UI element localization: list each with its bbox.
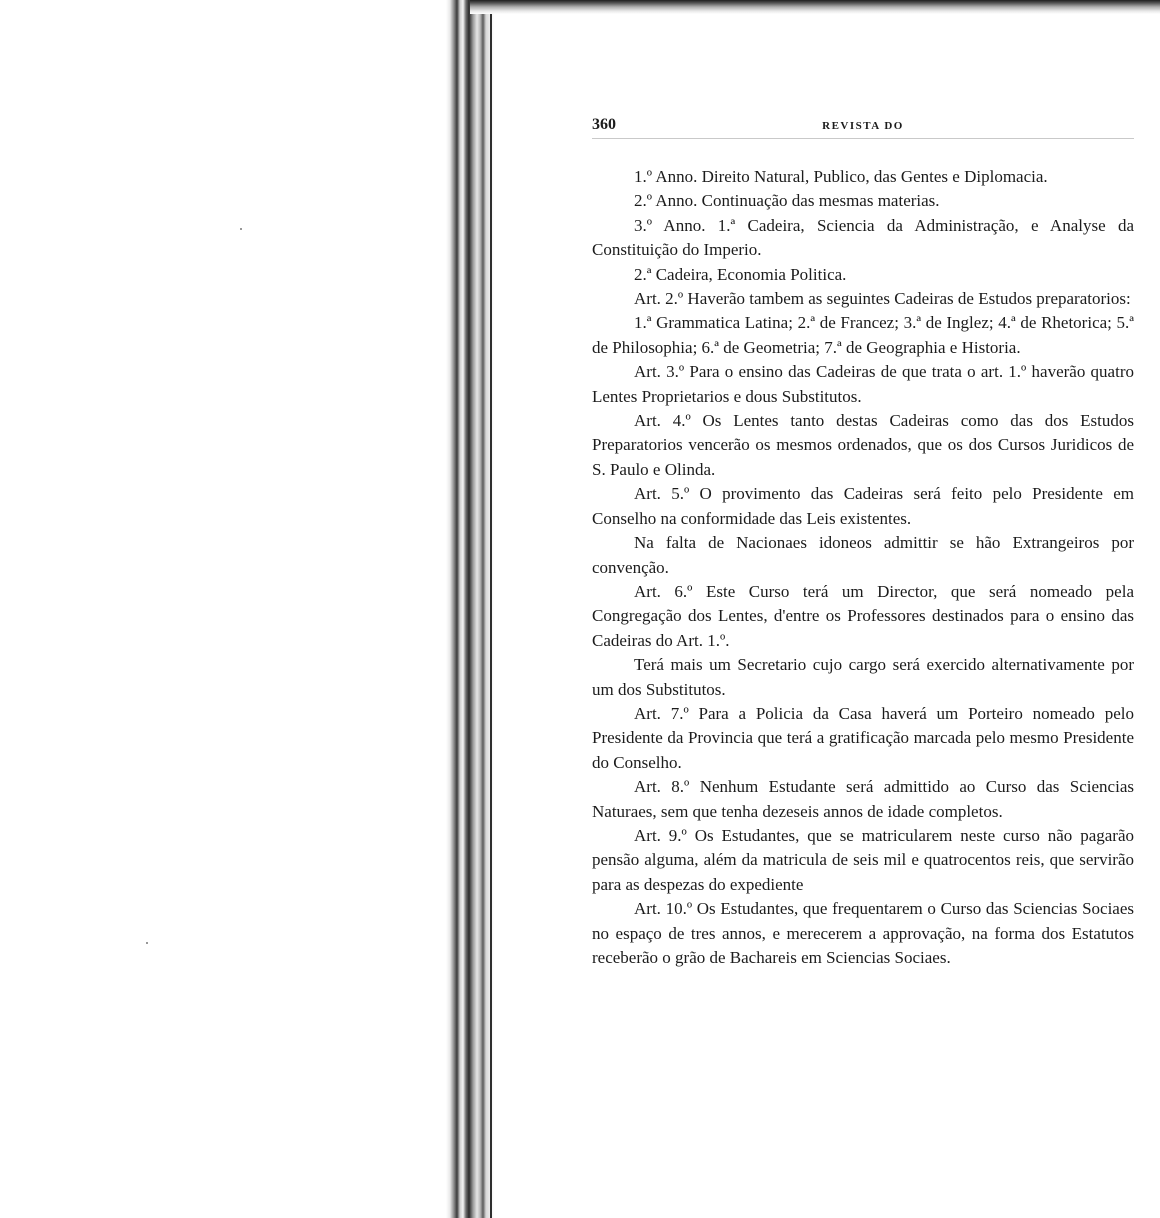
paragraph: Art. 9.º Os Estudantes, que se matricularem neste curso não pagarão pensão alguma, além da matricula de seis mil e quatrocentos reis, que servirão para as despezas do expediente — [592, 825, 1134, 894]
body-text — [592, 165, 1134, 970]
paragraph: Na falta de Nacionaes idoneos admittir se hão Extrangeiros por convenção. — [592, 533, 1134, 577]
book-spine — [446, 0, 494, 1218]
paragraph: Art. 2.º Haverão tambem as seguintes Cadeiras de Estudos preparatorios: — [634, 289, 1131, 309]
paragraph: Art. 8.º Nenhum Estudante será admittido ao Curso das Sciencias Naturaes, sem que tenha dezeseis annos de idade completos. — [592, 777, 1134, 821]
paragraph: 1.ª Grammatica Latina; 2.ª de Francez; 3.ª de Inglez; 4.ª de Rhetorica; 5.ª de Philosophia; 6.ª de Geometria; 7.ª de Geographia e Historia. — [592, 313, 1134, 357]
paragraph: Art. 10.º Os Estudantes, que frequentarem o Curso das Sciencias Sociaes no espaço de tres annos, e merecerem a approvação, na forma dos Estatutos receberão o grão de Bachareis em Sciencias Sociaes. — [592, 899, 1134, 967]
dust-speck — [240, 228, 242, 230]
page-content — [592, 110, 1134, 970]
running-title: REVISTA DO — [822, 120, 904, 132]
paragraph: 2.º Anno. Continuação das mesmas materias. — [634, 191, 940, 211]
paragraph: 3.º Anno. 1.ª Cadeira, Sciencia da Administração, e Analyse da Constituição do Imperio. — [592, 215, 1134, 260]
paragraph: Art. 3.º Para o ensino das Cadeiras de que trata o art. 1.º haverão quatro Lentes Proprietarios e dous Substitutos. — [592, 362, 1134, 406]
paragraph: 1.º Anno. Direito Natural, Publico, das Gentes e Diplomacia. — [634, 167, 1048, 186]
binding-line — [490, 0, 492, 1218]
page-number: 360 — [592, 116, 616, 133]
page-top-edge — [470, 0, 1160, 14]
dust-speck — [146, 942, 148, 944]
paragraph: Art. 4.º Os Lentes tanto destas Cadeiras como das dos Estudos Preparatorios vencerão os mesmos ordenados, que os dos Cursos Juridicos de S. Paulo e Olinda. — [592, 411, 1134, 479]
paragraph: Art. 5.º O provimento das Cadeiras será feito pelo Presidente em Conselho na conformidade das Leis existentes. — [592, 484, 1134, 528]
paragraph: Art. 6.º Este Curso terá um Director, que será nomeado pela Congregação dos Lentes, d'entre os Professores destinados para o ensino das Cadeiras do Art. 1.º. — [592, 581, 1134, 650]
running-head — [592, 110, 1134, 139]
paragraph: Terá mais um Secretario cujo cargo será exercido alternativamente por um dos Substitutos. — [592, 655, 1134, 699]
paragraph: Art. 7.º Para a Policia da Casa haverá um Porteiro nomeado pelo Presidente da Provincia que terá a gratificação marcada pelo mesmo Presidente do Conselho. — [592, 703, 1134, 772]
paragraph: 2.ª Cadeira, Economia Politica. — [634, 264, 847, 284]
